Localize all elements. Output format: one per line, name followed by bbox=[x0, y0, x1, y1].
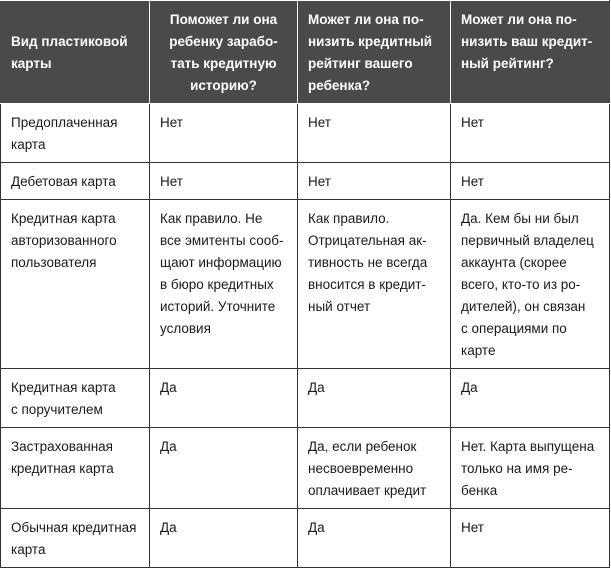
table-row bbox=[1, 163, 610, 200]
table-body bbox=[1, 104, 610, 568]
header-child-history: Поможет ли она ребенку зарабо- тать кредитную историю? bbox=[150, 1, 298, 104]
cell-child-rating: Да, если ребенок несвоевременно оплачивает кредит bbox=[298, 428, 451, 509]
table-row bbox=[1, 200, 610, 369]
row-label: Кредитная карта авторизованного пользователя bbox=[1, 200, 150, 369]
cell-child-history: Да bbox=[150, 509, 298, 568]
cell-child-history: Да bbox=[150, 369, 298, 428]
table-row bbox=[1, 104, 610, 163]
row-label: Кредитная карта с поручителем bbox=[1, 369, 150, 428]
cell-child-rating: Нет bbox=[298, 163, 451, 200]
cell-parent-rating: Нет bbox=[451, 104, 610, 163]
cell-child-history: Да bbox=[150, 428, 298, 509]
cell-child-history: Нет bbox=[150, 104, 298, 163]
row-label: Застрахованная кредитная карта bbox=[1, 428, 150, 509]
table-row bbox=[1, 369, 610, 428]
cell-parent-rating: Нет bbox=[451, 509, 610, 568]
header-card-type: Вид пластиковой карты bbox=[1, 1, 150, 104]
row-label: Обычная кредитная карта bbox=[1, 509, 150, 568]
cell-parent-rating: Нет. Карта выпущена только на имя ре- бенка bbox=[451, 428, 610, 509]
table-row bbox=[1, 509, 610, 568]
header-row bbox=[1, 1, 610, 104]
table-header bbox=[1, 1, 610, 104]
header-child-rating: Может ли она по- низить кредитный рейтинг вашего ребенка? bbox=[298, 1, 451, 104]
cell-child-history: Как правило. Не все эмитенты сооб- щают информацию в бюро кредитных историй. Уточните условия bbox=[150, 200, 298, 369]
cell-child-rating: Нет bbox=[298, 104, 451, 163]
cell-parent-rating: Да bbox=[451, 369, 610, 428]
row-label: Дебетовая карта bbox=[1, 163, 150, 200]
cell-child-rating: Да bbox=[298, 369, 451, 428]
header-parent-rating: Может ли она по- низить ваш кредит- ный рейтинг? bbox=[451, 1, 610, 104]
cell-parent-rating: Да. Кем бы ни был первичный владелец аккаунта (скорее всего, кто-то из ро- дителей), он связан с операциями по карте bbox=[451, 200, 610, 369]
cell-child-rating: Как правило. Отрицательная ак- тивность не всегда вносится в кредит- ный отчет bbox=[298, 200, 451, 369]
table-row bbox=[1, 428, 610, 509]
cell-child-rating: Да bbox=[298, 509, 451, 568]
cell-parent-rating: Нет bbox=[451, 163, 610, 200]
cell-child-history: Нет bbox=[150, 163, 298, 200]
row-label: Предоплаченная карта bbox=[1, 104, 150, 163]
